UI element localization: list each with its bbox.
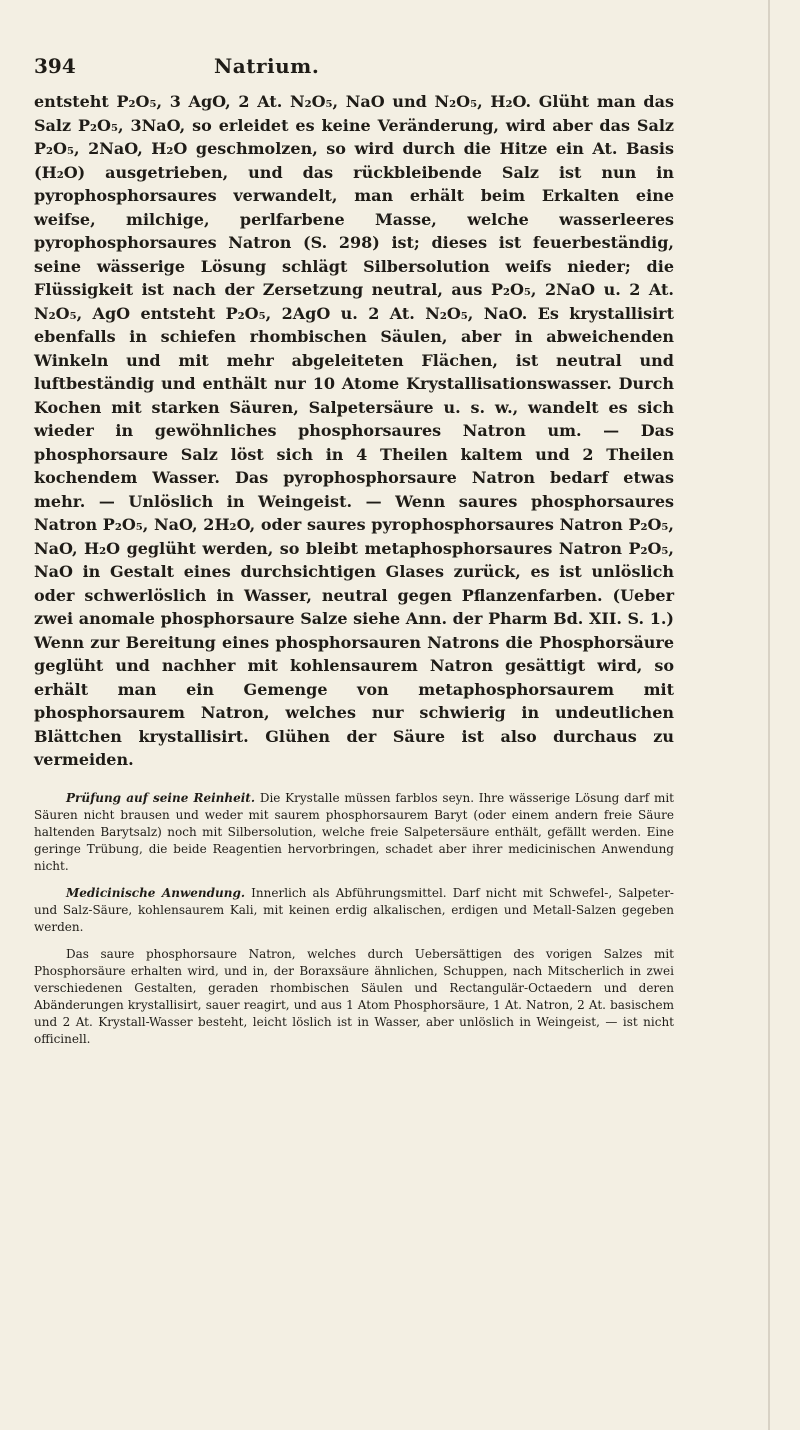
acid-salt-note: Das saure phosphorsaure Natron, welches durch Uebersättigen des vorigen Salzes mit Phosphorsäure erhalten wird, und in, der Boraxsäure ähnlichen, Schuppen, nach Mitscherlich in zwei verschiedenen Gestalten, geraden rhombischen Säulen und Rectangulär-Octaedern und deren Abänderungen krystallisirt, sauer reagirt, und aus 1 Atom Phosphorsäure, 1 At. Natron, 2 At. basischem und 2 At. Krystall-Wasser besteht, leicht löslich ist in Wasser, aber unlöslich in Weingeist, — ist nicht officinell.: [34, 946, 674, 1046]
main-paragraph: entsteht P₂O₅, 3 AgO, 2 At. N₂O₅, NaO und N₂O₅, H₂O. Glüht man das Salz P₂O₅, 3NaO, so erleidet es keine Veränderung, wird aber das Salz P₂O₅, 2NaO, H₂O geschmolzen, so wird durch die Hitze ein At. Basis (H₂O) ausgetrieben, und das rückbleibende Salz ist nun in pyrophosphorsaures verwandelt, man erhält beim Erkalten eine weifse, milchige, perlfarbene Masse, welche wasserleeres pyrophosphorsaures Natron (S. 298) ist; dieses ist feuerbeständig, seine wässerige Lösung schlägt Silbersolution weifs nieder; die Flüssigkeit ist nach der Zersetzung neutral, aus P₂O₅, 2NaO u. 2 At. N₂O₅, AgO entsteht P₂O₅, 2AgO u. 2 At. N₂O₅, NaO. Es krystallisirt ebenfalls in schiefen rhombischen Säulen, aber in abweichenden Winkeln und mit mehr abgeleiteten Flächen, ist neutral und luftbeständig und enthält nur 10 Atome Krystallisationswasser. Durch Kochen mit starken Säuren, Salpetersäure u. s. w., wandelt es sich wieder in gewöhnliches phosphorsaures Natron um. — Das phosphorsaure Salz löst sich in 4 Theilen kaltem und 2 Theilen kochendem Wasser. Das pyrophosphorsaure Natron bedarf etwas mehr. — Unlöslich in Weingeist. — Wenn saures phosphorsaures Natron P₂O₅, NaO, 2H₂O, oder saures pyrophosphorsaures Natron P₂O₅, NaO, H₂O geglüht werden, so bleibt metaphosphorsaures Natron P₂O₅, NaO in Gestalt eines durchsichtigen Glases zurück, es ist unlöslich oder schwerlöslich in Wasser, neutral gegen Pflanzenfarben. (Ueber zwei anomale phosphorsaure Salze siehe Ann. der Pharm Bd. XII. S. 1.) Wenn zur Bereitung eines phosphorsauren Natrons die Phosphorsäure geglüht und nachher mit kohlensaurem Natron gesättigt wird, so erhält man ein Gemenge von metaphosphorsaurem mit phosphorsaurem Natron, welches nur schwierig in undeutlichen Blättchen krystallisirt. Glühen der Säure ist also durchaus zu vermeiden.: [34, 92, 674, 769]
medical-use-title: Medicinische Anwendung.: [66, 885, 246, 900]
medical-use-text: Innerlich als Abführungsmittel. Darf nicht mit Schwefel-, Salpeter- und Salz-Säure, kohlensaurem Kali, mit keinen erdig alkalischen, erdigen und Metall-Salzen gegeben werden.: [34, 885, 674, 934]
page-header: [34, 54, 674, 78]
purity-note: [34, 790, 674, 875]
book-page: [34, 54, 674, 1048]
running-head: Natrium.: [214, 54, 320, 78]
page-edge-line: [768, 0, 770, 1430]
page-number: 394: [34, 54, 76, 78]
purity-note-text: Die Krystalle müssen farblos seyn. Ihre wässerige Lösung darf mit Säuren nicht brausen und weder mit saurem phosphorsaurem Baryt (oder einem andern freie Säure haltenden Barytsalz) noch mit Silbersolution, welche freie Salpetersäure enthält, gefällt werden. Eine geringe Trübung, die beide Reagentien hervorbringen, schadet aber ihrer medicinischen Anwendung nicht.: [34, 790, 674, 873]
purity-note-title: Prüfung auf seine Reinheit.: [66, 790, 256, 805]
paragraph-gap: [34, 772, 674, 780]
medical-use-note: [34, 885, 674, 936]
